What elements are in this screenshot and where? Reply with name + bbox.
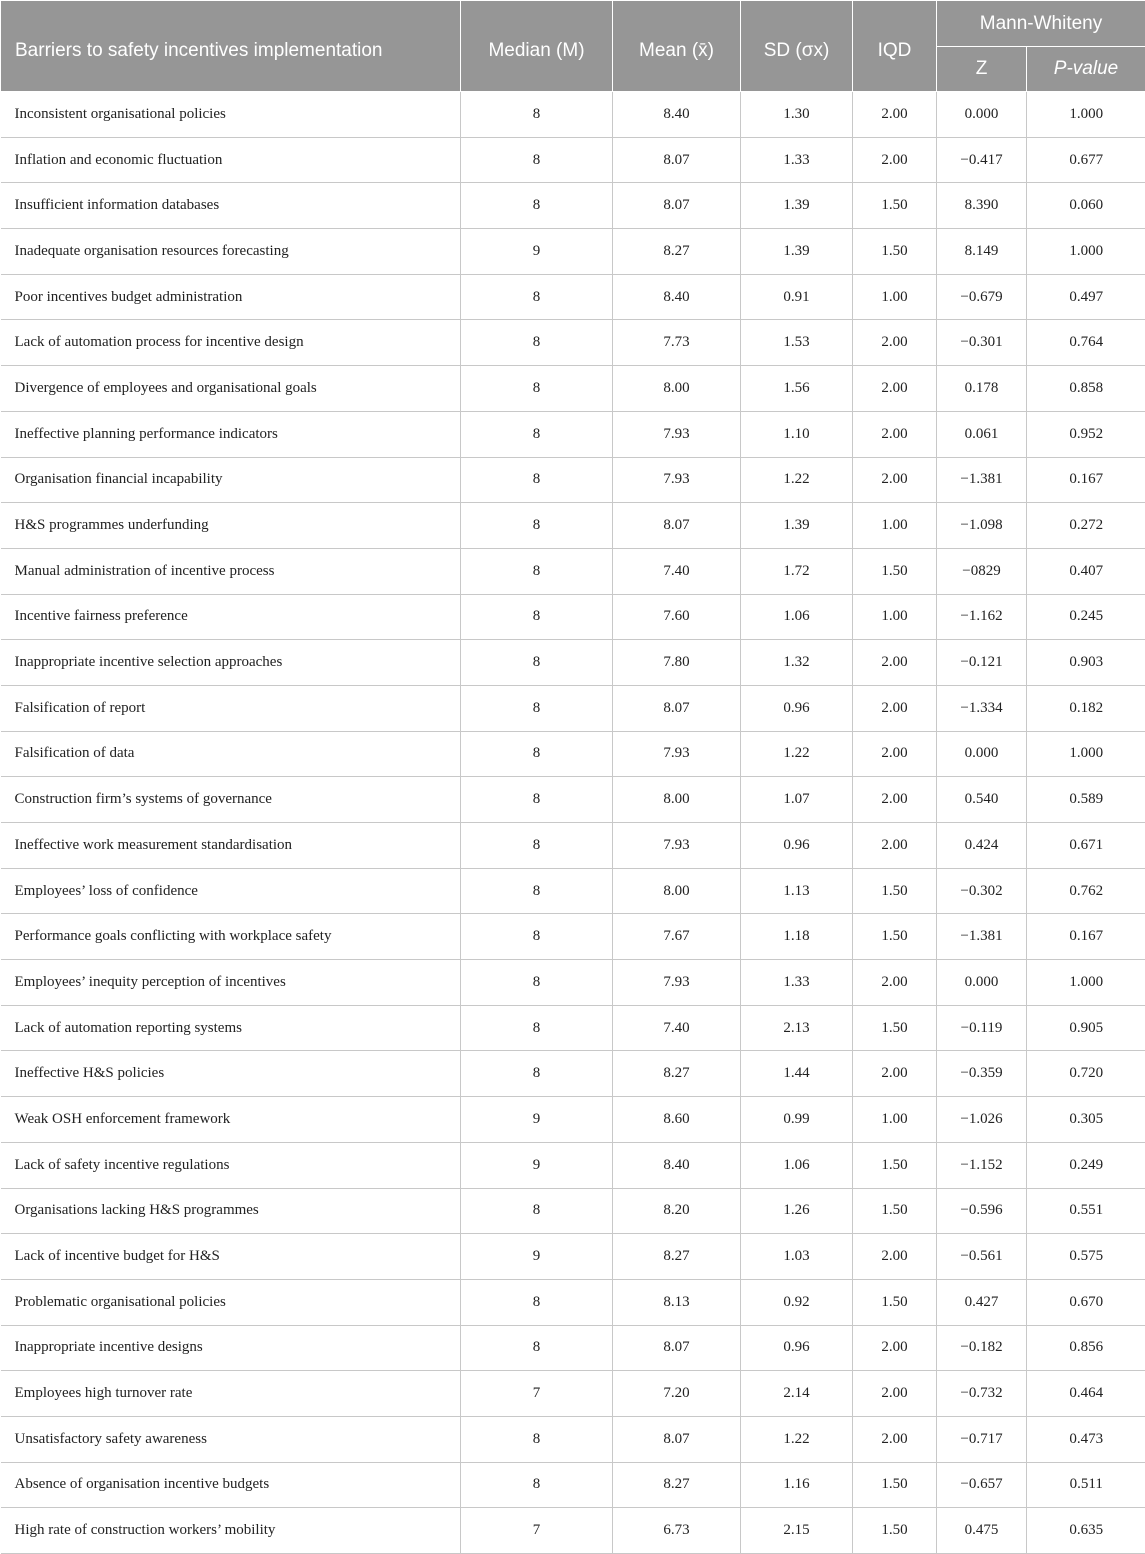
median-cell: 8 — [461, 274, 613, 320]
mean-cell: 8.13 — [613, 1279, 741, 1325]
sd-cell: 1.72 — [741, 548, 853, 594]
median-cell: 8 — [461, 1005, 613, 1051]
z-cell: −0.301 — [937, 320, 1027, 366]
median-cell: 8 — [461, 1462, 613, 1508]
sd-cell: 0.92 — [741, 1279, 853, 1325]
sd-cell: 1.39 — [741, 183, 853, 229]
median-cell: 8 — [461, 183, 613, 229]
z-cell: 0.427 — [937, 1279, 1027, 1325]
p-value-cell: 0.245 — [1027, 594, 1145, 640]
p-value-cell: 0.670 — [1027, 1279, 1145, 1325]
mean-cell: 8.40 — [613, 274, 741, 320]
z-cell: −0.717 — [937, 1416, 1027, 1462]
table-row — [1, 1508, 1145, 1554]
barrier-cell: Lack of automation reporting systems — [1, 1005, 461, 1051]
p-value-cell: 0.167 — [1027, 914, 1145, 960]
table-row — [1, 1462, 1145, 1508]
p-value-cell: 0.182 — [1027, 685, 1145, 731]
p-value-cell: 0.575 — [1027, 1234, 1145, 1280]
median-cell: 9 — [461, 1097, 613, 1143]
table-row — [1, 1097, 1145, 1143]
table-row — [1, 183, 1145, 229]
p-value-cell: 0.720 — [1027, 1051, 1145, 1097]
z-cell: −0.679 — [937, 274, 1027, 320]
table-row — [1, 823, 1145, 869]
header-mann-whitney: Mann-Whiteny — [937, 1, 1145, 47]
mean-cell: 8.07 — [613, 685, 741, 731]
median-cell: 8 — [461, 594, 613, 640]
sd-cell: 0.96 — [741, 1325, 853, 1371]
mean-cell: 8.07 — [613, 1416, 741, 1462]
sd-cell: 1.56 — [741, 366, 853, 412]
mean-cell: 8.07 — [613, 137, 741, 183]
mean-cell: 7.40 — [613, 1005, 741, 1051]
sd-cell: 0.99 — [741, 1097, 853, 1143]
table-row — [1, 548, 1145, 594]
p-value-cell: 0.589 — [1027, 777, 1145, 823]
p-value-cell: 0.764 — [1027, 320, 1145, 366]
table-row — [1, 320, 1145, 366]
median-cell: 9 — [461, 1234, 613, 1280]
barrier-cell: Inappropriate incentive selection approaches — [1, 640, 461, 686]
p-value-cell: 1.000 — [1027, 960, 1145, 1006]
iqd-cell: 2.00 — [853, 777, 937, 823]
sd-cell: 1.39 — [741, 229, 853, 275]
table-row — [1, 229, 1145, 275]
mean-cell: 8.27 — [613, 1462, 741, 1508]
p-value-cell: 1.000 — [1027, 229, 1145, 275]
table-body — [1, 92, 1145, 1554]
mean-cell: 8.00 — [613, 366, 741, 412]
median-cell: 9 — [461, 229, 613, 275]
median-cell: 8 — [461, 731, 613, 777]
iqd-cell: 1.50 — [853, 1142, 937, 1188]
sd-cell: 2.13 — [741, 1005, 853, 1051]
median-cell: 8 — [461, 1416, 613, 1462]
z-cell: 0.000 — [937, 92, 1027, 138]
iqd-cell: 1.50 — [853, 1188, 937, 1234]
sd-cell: 1.13 — [741, 868, 853, 914]
iqd-cell: 2.00 — [853, 640, 937, 686]
mean-cell: 6.73 — [613, 1508, 741, 1554]
z-cell: 0.000 — [937, 731, 1027, 777]
mean-cell: 8.40 — [613, 1142, 741, 1188]
barrier-cell: Absence of organisation incentive budgets — [1, 1462, 461, 1508]
iqd-cell: 2.00 — [853, 320, 937, 366]
table-row — [1, 1279, 1145, 1325]
z-cell: −0.302 — [937, 868, 1027, 914]
barrier-cell: Organisation financial incapability — [1, 457, 461, 503]
mean-cell: 7.93 — [613, 457, 741, 503]
sd-cell: 1.32 — [741, 640, 853, 686]
z-cell: −1.026 — [937, 1097, 1027, 1143]
p-value-cell: 1.000 — [1027, 92, 1145, 138]
header-iqd: IQD — [853, 1, 937, 92]
median-cell: 8 — [461, 503, 613, 549]
z-cell: −1.381 — [937, 914, 1027, 960]
iqd-cell: 1.50 — [853, 1005, 937, 1051]
z-cell: −0.657 — [937, 1462, 1027, 1508]
sd-cell: 1.16 — [741, 1462, 853, 1508]
p-value-cell: 0.635 — [1027, 1508, 1145, 1554]
mean-cell: 7.40 — [613, 548, 741, 594]
table-row — [1, 92, 1145, 138]
median-cell: 7 — [461, 1508, 613, 1554]
sd-cell: 1.26 — [741, 1188, 853, 1234]
z-cell: 8.149 — [937, 229, 1027, 275]
sd-cell: 1.06 — [741, 1142, 853, 1188]
p-value-cell: 0.407 — [1027, 548, 1145, 594]
mean-cell: 7.73 — [613, 320, 741, 366]
iqd-cell: 2.00 — [853, 1234, 937, 1280]
table-row — [1, 914, 1145, 960]
sd-cell: 1.33 — [741, 960, 853, 1006]
table-row — [1, 411, 1145, 457]
median-cell: 8 — [461, 457, 613, 503]
median-cell: 8 — [461, 411, 613, 457]
barrier-cell: High rate of construction workers’ mobility — [1, 1508, 461, 1554]
sd-cell: 1.39 — [741, 503, 853, 549]
iqd-cell: 1.00 — [853, 1097, 937, 1143]
p-value-cell: 0.272 — [1027, 503, 1145, 549]
sd-cell: 1.22 — [741, 1416, 853, 1462]
z-cell: 8.390 — [937, 183, 1027, 229]
iqd-cell: 2.00 — [853, 823, 937, 869]
p-value-cell: 0.305 — [1027, 1097, 1145, 1143]
p-value-cell: 0.671 — [1027, 823, 1145, 869]
barrier-cell: Organisations lacking H&S programmes — [1, 1188, 461, 1234]
p-value-cell: 0.952 — [1027, 411, 1145, 457]
median-cell: 8 — [461, 548, 613, 594]
iqd-cell: 1.00 — [853, 274, 937, 320]
barrier-cell: Lack of safety incentive regulations — [1, 1142, 461, 1188]
barrier-cell: Employees’ inequity perception of incentives — [1, 960, 461, 1006]
median-cell: 7 — [461, 1371, 613, 1417]
sd-cell: 1.30 — [741, 92, 853, 138]
median-cell: 8 — [461, 1279, 613, 1325]
table-row — [1, 640, 1145, 686]
iqd-cell: 1.00 — [853, 594, 937, 640]
z-cell: 0.475 — [937, 1508, 1027, 1554]
table-row — [1, 1234, 1145, 1280]
table-row — [1, 366, 1145, 412]
iqd-cell: 1.50 — [853, 229, 937, 275]
z-cell: −0.119 — [937, 1005, 1027, 1051]
iqd-cell: 2.00 — [853, 1371, 937, 1417]
p-value-cell: 0.858 — [1027, 366, 1145, 412]
p-value-cell: 0.473 — [1027, 1416, 1145, 1462]
table-row — [1, 1371, 1145, 1417]
mean-cell: 8.07 — [613, 503, 741, 549]
z-cell: −1.334 — [937, 685, 1027, 731]
sd-cell: 0.96 — [741, 685, 853, 731]
median-cell: 8 — [461, 685, 613, 731]
iqd-cell: 1.50 — [853, 1279, 937, 1325]
iqd-cell: 2.00 — [853, 137, 937, 183]
table-row — [1, 777, 1145, 823]
z-cell: −1.162 — [937, 594, 1027, 640]
z-cell: −1.098 — [937, 503, 1027, 549]
table-row — [1, 868, 1145, 914]
mean-cell: 8.27 — [613, 1051, 741, 1097]
mean-cell: 8.07 — [613, 183, 741, 229]
p-value-cell: 0.903 — [1027, 640, 1145, 686]
z-cell: −0.732 — [937, 1371, 1027, 1417]
z-cell: −0.182 — [937, 1325, 1027, 1371]
table-row — [1, 503, 1145, 549]
sd-cell: 1.07 — [741, 777, 853, 823]
median-cell: 8 — [461, 366, 613, 412]
sd-cell: 1.22 — [741, 457, 853, 503]
iqd-cell: 1.50 — [853, 548, 937, 594]
iqd-cell: 2.00 — [853, 1416, 937, 1462]
median-cell: 8 — [461, 1188, 613, 1234]
iqd-cell: 1.00 — [853, 503, 937, 549]
barrier-cell: Unsatisfactory safety awareness — [1, 1416, 461, 1462]
sd-cell: 1.44 — [741, 1051, 853, 1097]
mean-cell: 8.60 — [613, 1097, 741, 1143]
z-cell: −0829 — [937, 548, 1027, 594]
median-cell: 8 — [461, 914, 613, 960]
table-row — [1, 1142, 1145, 1188]
mean-cell: 7.60 — [613, 594, 741, 640]
median-cell: 9 — [461, 1142, 613, 1188]
sd-cell: 0.91 — [741, 274, 853, 320]
median-cell: 8 — [461, 1051, 613, 1097]
sd-cell: 1.53 — [741, 320, 853, 366]
median-cell: 8 — [461, 640, 613, 686]
mean-cell: 7.80 — [613, 640, 741, 686]
barrier-cell: Performance goals conflicting with workplace safety — [1, 914, 461, 960]
iqd-cell: 2.00 — [853, 457, 937, 503]
p-value-cell: 0.249 — [1027, 1142, 1145, 1188]
z-cell: −0.561 — [937, 1234, 1027, 1280]
p-value-cell: 0.464 — [1027, 1371, 1145, 1417]
iqd-cell: 1.50 — [853, 1508, 937, 1554]
p-value-cell: 0.060 — [1027, 183, 1145, 229]
sd-cell: 1.22 — [741, 731, 853, 777]
barrier-cell: Inconsistent organisational policies — [1, 92, 461, 138]
iqd-cell: 2.00 — [853, 1325, 937, 1371]
table-row — [1, 137, 1145, 183]
p-value-cell: 0.497 — [1027, 274, 1145, 320]
iqd-cell: 1.50 — [853, 914, 937, 960]
z-cell: −1.381 — [937, 457, 1027, 503]
mean-cell: 8.07 — [613, 1325, 741, 1371]
p-value-cell: 0.511 — [1027, 1462, 1145, 1508]
iqd-cell: 1.50 — [853, 868, 937, 914]
table-row — [1, 594, 1145, 640]
mean-cell: 8.40 — [613, 92, 741, 138]
mean-cell: 8.27 — [613, 1234, 741, 1280]
barrier-cell: Weak OSH enforcement framework — [1, 1097, 461, 1143]
mean-cell: 7.67 — [613, 914, 741, 960]
barrier-cell: Employees’ loss of confidence — [1, 868, 461, 914]
p-value-cell: 0.677 — [1027, 137, 1145, 183]
barrier-cell: Inflation and economic fluctuation — [1, 137, 461, 183]
iqd-cell: 2.00 — [853, 960, 937, 1006]
header-z: Z — [937, 47, 1027, 92]
table-row — [1, 1005, 1145, 1051]
sd-cell: 1.10 — [741, 411, 853, 457]
p-value-cell: 0.167 — [1027, 457, 1145, 503]
z-cell: −0.417 — [937, 137, 1027, 183]
mean-cell: 7.93 — [613, 731, 741, 777]
median-cell: 8 — [461, 1325, 613, 1371]
median-cell: 8 — [461, 137, 613, 183]
median-cell: 8 — [461, 320, 613, 366]
table-header — [1, 1, 1145, 92]
barrier-cell: Lack of incentive budget for H&S — [1, 1234, 461, 1280]
header-sd: SD (σx) — [741, 1, 853, 92]
barrier-cell: Inadequate organisation resources forecasting — [1, 229, 461, 275]
p-value-cell: 0.856 — [1027, 1325, 1145, 1371]
z-cell: 0.540 — [937, 777, 1027, 823]
mean-cell: 8.20 — [613, 1188, 741, 1234]
barrier-cell: Ineffective planning performance indicators — [1, 411, 461, 457]
iqd-cell: 2.00 — [853, 366, 937, 412]
barrier-cell: Falsification of report — [1, 685, 461, 731]
z-cell: −1.152 — [937, 1142, 1027, 1188]
barrier-cell: H&S programmes underfunding — [1, 503, 461, 549]
sd-cell: 1.06 — [741, 594, 853, 640]
barrier-cell: Poor incentives budget administration — [1, 274, 461, 320]
header-p-value: P-value — [1027, 47, 1145, 92]
z-cell: 0.178 — [937, 366, 1027, 412]
table-row — [1, 1325, 1145, 1371]
mean-cell: 8.00 — [613, 868, 741, 914]
table-row — [1, 457, 1145, 503]
p-value-cell: 0.551 — [1027, 1188, 1145, 1234]
mean-cell: 7.93 — [613, 411, 741, 457]
p-value-cell: 0.762 — [1027, 868, 1145, 914]
z-cell: −0.596 — [937, 1188, 1027, 1234]
z-cell: −0.359 — [937, 1051, 1027, 1097]
mean-cell: 8.27 — [613, 229, 741, 275]
barrier-cell: Insufficient information databases — [1, 183, 461, 229]
table-row — [1, 685, 1145, 731]
p-value-cell: 1.000 — [1027, 731, 1145, 777]
barrier-cell: Problematic organisational policies — [1, 1279, 461, 1325]
sd-cell: 0.96 — [741, 823, 853, 869]
table-row — [1, 1188, 1145, 1234]
mean-cell: 7.93 — [613, 823, 741, 869]
table-row — [1, 274, 1145, 320]
barrier-cell: Lack of automation process for incentive design — [1, 320, 461, 366]
barrier-cell: Ineffective work measurement standardisation — [1, 823, 461, 869]
sd-cell: 1.18 — [741, 914, 853, 960]
sd-cell: 1.33 — [741, 137, 853, 183]
iqd-cell: 1.50 — [853, 1462, 937, 1508]
z-cell: −0.121 — [937, 640, 1027, 686]
barrier-cell: Falsification of data — [1, 731, 461, 777]
table-row — [1, 1051, 1145, 1097]
iqd-cell: 2.00 — [853, 92, 937, 138]
table-row — [1, 731, 1145, 777]
sd-cell: 1.03 — [741, 1234, 853, 1280]
iqd-cell: 2.00 — [853, 411, 937, 457]
median-cell: 8 — [461, 868, 613, 914]
sd-cell: 2.15 — [741, 1508, 853, 1554]
iqd-cell: 2.00 — [853, 685, 937, 731]
z-cell: 0.424 — [937, 823, 1027, 869]
median-cell: 8 — [461, 823, 613, 869]
median-cell: 8 — [461, 960, 613, 1006]
mean-cell: 8.00 — [613, 777, 741, 823]
z-cell: 0.000 — [937, 960, 1027, 1006]
table-row — [1, 1416, 1145, 1462]
header-mean: Mean (x̄) — [613, 1, 741, 92]
barrier-cell: Ineffective H&S policies — [1, 1051, 461, 1097]
barrier-cell: Divergence of employees and organisational goals — [1, 366, 461, 412]
median-cell: 8 — [461, 92, 613, 138]
barrier-cell: Employees high turnover rate — [1, 1371, 461, 1417]
iqd-cell: 2.00 — [853, 1051, 937, 1097]
barrier-cell: Manual administration of incentive process — [1, 548, 461, 594]
iqd-cell: 1.50 — [853, 183, 937, 229]
mean-cell: 7.93 — [613, 960, 741, 1006]
p-value-cell: 0.905 — [1027, 1005, 1145, 1051]
barrier-cell: Incentive fairness preference — [1, 594, 461, 640]
mean-cell: 7.20 — [613, 1371, 741, 1417]
header-barrier: Barriers to safety incentives implementation — [1, 1, 461, 92]
header-median: Median (M) — [461, 1, 613, 92]
barrier-cell: Inappropriate incentive designs — [1, 1325, 461, 1371]
table-row — [1, 960, 1145, 1006]
median-cell: 8 — [461, 777, 613, 823]
iqd-cell: 2.00 — [853, 731, 937, 777]
sd-cell: 2.14 — [741, 1371, 853, 1417]
z-cell: 0.061 — [937, 411, 1027, 457]
barrier-cell: Construction firm’s systems of governance — [1, 777, 461, 823]
